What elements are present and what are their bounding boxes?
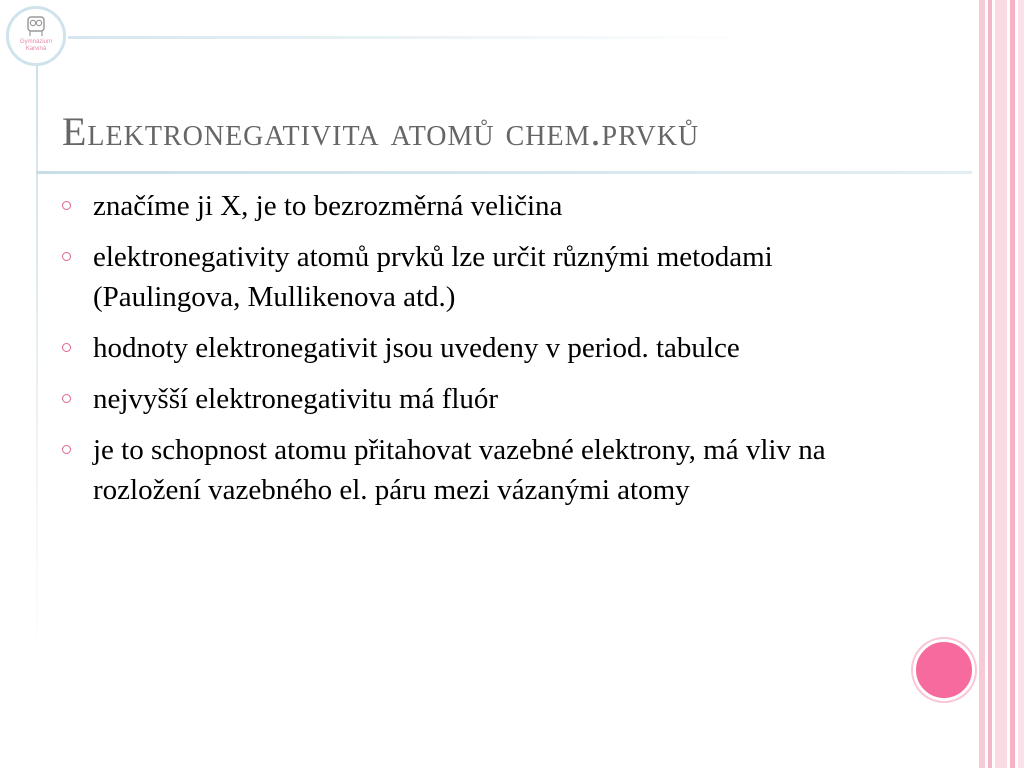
decor-stripe bbox=[979, 0, 985, 768]
slide-title: Elektronegativita atomů chem.prvků bbox=[62, 109, 700, 154]
list-item bbox=[60, 379, 880, 419]
decor-pink-circle bbox=[913, 639, 975, 701]
logo-text-line2: Karviná bbox=[25, 46, 47, 52]
title-underline bbox=[36, 171, 972, 174]
owl-icon bbox=[9, 9, 63, 63]
bullet-text: hodnoty elektronegativit jsou uvedeny v period. tabulce bbox=[93, 332, 740, 364]
top-rule bbox=[68, 36, 768, 39]
circle-bullet-icon bbox=[62, 445, 71, 454]
decor-stripe bbox=[988, 0, 992, 768]
bullet-list bbox=[60, 186, 880, 521]
bullet-text: značíme ji X, je to bezrozměrná veličina bbox=[93, 190, 563, 222]
bullet-text: je to schopnost atomu přitahovat vazebné elektrony, má vliv na rozložení vazebného el. páru mezi vázanými atomy bbox=[93, 434, 826, 506]
logo-text-line1: Gymnázium bbox=[19, 39, 53, 45]
decor-stripe bbox=[1010, 0, 1015, 768]
circle-bullet-icon bbox=[62, 343, 71, 352]
circle-bullet-icon bbox=[62, 201, 71, 210]
list-item bbox=[60, 328, 880, 368]
decor-stripe bbox=[995, 0, 1007, 768]
bullet-text: nejvyšší elektronegativitu má fluór bbox=[93, 383, 499, 415]
left-rule bbox=[36, 66, 38, 666]
school-logo bbox=[6, 6, 66, 66]
circle-bullet-icon bbox=[62, 252, 71, 261]
list-item bbox=[60, 430, 880, 510]
list-item bbox=[60, 186, 880, 226]
circle-bullet-icon bbox=[62, 394, 71, 403]
bullet-text: elektronegativity atomů prvků lze určit různými metodami (Paulingova, Mullikenova atd.) bbox=[93, 241, 773, 313]
decor-stripe bbox=[1018, 0, 1024, 768]
list-item bbox=[60, 237, 880, 317]
